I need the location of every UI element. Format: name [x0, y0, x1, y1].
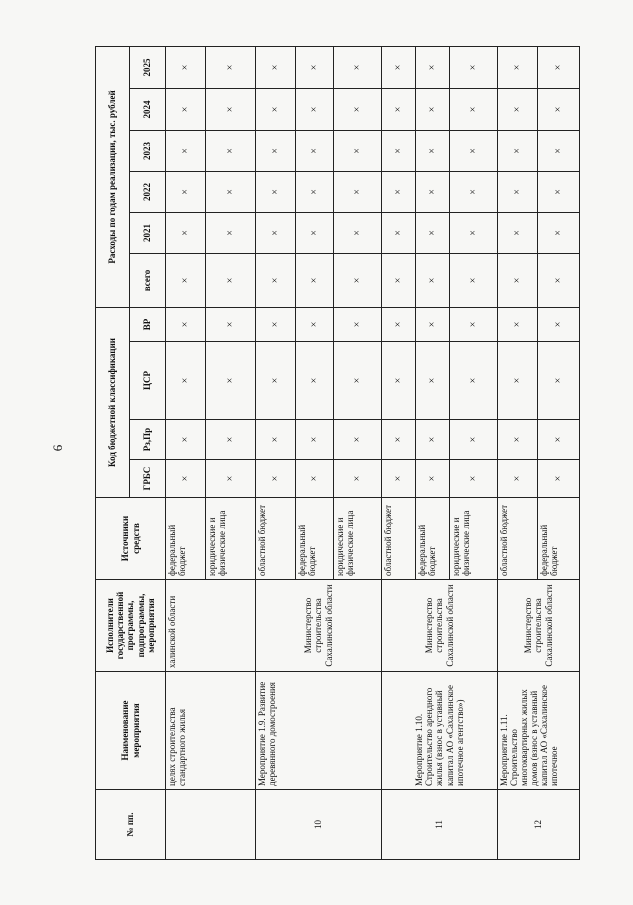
cross-mark: ×	[538, 130, 580, 171]
cross-mark: ×	[450, 88, 498, 130]
executor: Министерство строительства Сахалинской области	[382, 580, 498, 672]
cross-mark: ×	[296, 88, 334, 130]
cross-mark: ×	[416, 253, 450, 307]
cross-mark: ×	[450, 420, 498, 460]
cross-mark: ×	[296, 460, 334, 498]
cross-mark: ×	[450, 171, 498, 212]
cross-mark: ×	[256, 171, 296, 212]
cross-mark: ×	[334, 130, 382, 171]
funding-source: федеральный бюджет	[166, 498, 206, 580]
cross-mark: ×	[416, 307, 450, 341]
header-year-2024: 2024	[130, 88, 166, 130]
cross-mark: ×	[382, 253, 416, 307]
cross-mark: ×	[416, 171, 450, 212]
cross-mark: ×	[206, 46, 256, 88]
funding-source: федеральный бюджет	[296, 498, 334, 580]
cross-mark: ×	[206, 460, 256, 498]
activity-name: Мероприятие 1.11. Строительство многоквартирных жилых домов (взнос в уставный капитал АО «Сахалинское ипотечное	[498, 672, 580, 790]
cross-mark: ×	[382, 307, 416, 341]
cross-mark: ×	[382, 342, 416, 420]
cross-mark: ×	[450, 307, 498, 341]
cross-mark: ×	[382, 460, 416, 498]
cross-mark: ×	[296, 130, 334, 171]
cross-mark: ×	[256, 46, 296, 88]
cross-mark: ×	[296, 253, 334, 307]
cross-mark: ×	[498, 460, 538, 498]
activity-name: целях строительства стандартного жилья	[166, 672, 256, 790]
cross-mark: ×	[206, 420, 256, 460]
funding-source: юридические и физические лица	[334, 498, 382, 580]
cross-mark: ×	[334, 307, 382, 341]
cross-mark: ×	[498, 212, 538, 253]
header-budget-code: Код бюджетной классификации	[96, 307, 130, 497]
row-number: 11	[382, 790, 498, 860]
header-year-2025: 2025	[130, 46, 166, 88]
header-year-2022: 2022	[130, 171, 166, 212]
cross-mark: ×	[382, 212, 416, 253]
cross-mark: ×	[334, 253, 382, 307]
row-number	[166, 790, 256, 860]
cross-mark: ×	[206, 130, 256, 171]
cross-mark: ×	[382, 46, 416, 88]
cross-mark: ×	[498, 46, 538, 88]
cross-mark: ×	[416, 130, 450, 171]
cross-mark: ×	[296, 46, 334, 88]
header-grbs: ГРБС	[130, 460, 166, 498]
executor: халинской области	[166, 580, 256, 672]
cross-mark: ×	[166, 46, 206, 88]
cross-mark: ×	[450, 46, 498, 88]
cross-mark: ×	[166, 460, 206, 498]
header-vr: ВР	[130, 307, 166, 341]
cross-mark: ×	[538, 460, 580, 498]
executor: Министерство строительства Сахалинской области	[498, 580, 580, 672]
funding-source: федеральный бюджет	[416, 498, 450, 580]
activity-name: Мероприятие 1.10. Строительство арендного жилья (взнос в уставный капитал АО «Сахалинское ипотечное агентство»)	[382, 672, 498, 790]
cross-mark: ×	[166, 420, 206, 460]
table-row	[498, 46, 538, 859]
expenses-table	[95, 46, 580, 860]
cross-mark: ×	[166, 307, 206, 341]
header-year-2021: 2021	[130, 212, 166, 253]
cross-mark: ×	[206, 253, 256, 307]
cross-mark: ×	[256, 342, 296, 420]
cross-mark: ×	[416, 342, 450, 420]
header-expenses: Расходы по годам реализации, тыс. рублей	[96, 46, 130, 307]
cross-mark: ×	[334, 420, 382, 460]
cross-mark: ×	[498, 307, 538, 341]
cross-mark: ×	[166, 212, 206, 253]
cross-mark: ×	[498, 88, 538, 130]
table-row	[166, 46, 206, 859]
cross-mark: ×	[416, 420, 450, 460]
header-csr: ЦСР	[130, 342, 166, 420]
cross-mark: ×	[334, 88, 382, 130]
cross-mark: ×	[206, 342, 256, 420]
funding-source: областной бюджет	[256, 498, 296, 580]
cross-mark: ×	[256, 420, 296, 460]
funding-source: юридические и физические лица	[450, 498, 498, 580]
funding-source: юридические и физические лица	[206, 498, 256, 580]
cross-mark: ×	[450, 212, 498, 253]
cross-mark: ×	[498, 420, 538, 460]
cross-mark: ×	[538, 88, 580, 130]
header-num: № пп.	[96, 790, 166, 860]
header-total: всего	[130, 253, 166, 307]
cross-mark: ×	[416, 460, 450, 498]
cross-mark: ×	[256, 212, 296, 253]
cross-mark: ×	[206, 307, 256, 341]
cross-mark: ×	[416, 88, 450, 130]
table-body	[166, 46, 580, 859]
cross-mark: ×	[296, 342, 334, 420]
cross-mark: ×	[382, 420, 416, 460]
cross-mark: ×	[296, 307, 334, 341]
funding-source: федеральный бюджет	[538, 498, 580, 580]
cross-mark: ×	[538, 420, 580, 460]
cross-mark: ×	[166, 88, 206, 130]
cross-mark: ×	[296, 420, 334, 460]
cross-mark: ×	[206, 171, 256, 212]
page-number: 6	[50, 444, 65, 452]
cross-mark: ×	[538, 46, 580, 88]
cross-mark: ×	[166, 253, 206, 307]
cross-mark: ×	[538, 171, 580, 212]
cross-mark: ×	[382, 171, 416, 212]
funding-source: областной бюджет	[382, 498, 416, 580]
cross-mark: ×	[256, 307, 296, 341]
cross-mark: ×	[334, 46, 382, 88]
cross-mark: ×	[334, 342, 382, 420]
cross-mark: ×	[538, 342, 580, 420]
executor: Министерство строительства Сахалинской области	[256, 580, 382, 672]
cross-mark: ×	[450, 253, 498, 307]
cross-mark: ×	[166, 171, 206, 212]
row-number: 10	[256, 790, 382, 860]
cross-mark: ×	[334, 460, 382, 498]
cross-mark: ×	[416, 46, 450, 88]
header-name: Наименование мероприятия	[96, 672, 166, 790]
cross-mark: ×	[538, 307, 580, 341]
header-year-2023: 2023	[130, 130, 166, 171]
cross-mark: ×	[256, 88, 296, 130]
header-rzpr: Рз,Пр	[130, 420, 166, 460]
table-row	[382, 46, 416, 859]
cross-mark: ×	[166, 130, 206, 171]
cross-mark: ×	[498, 253, 538, 307]
cross-mark: ×	[206, 212, 256, 253]
funding-source: областной бюджет	[498, 498, 538, 580]
cross-mark: ×	[450, 460, 498, 498]
row-number: 12	[498, 790, 580, 860]
header-executor: Исполнители государственной программы, подпрограммы, мероприятия	[96, 580, 166, 672]
activity-name: Мероприятие 1.9. Развитие деревянного домостроения	[256, 672, 382, 790]
cross-mark: ×	[498, 342, 538, 420]
header-source: Источники средств	[96, 498, 166, 580]
cross-mark: ×	[416, 212, 450, 253]
cross-mark: ×	[498, 130, 538, 171]
cross-mark: ×	[206, 88, 256, 130]
cross-mark: ×	[450, 130, 498, 171]
cross-mark: ×	[296, 212, 334, 253]
cross-mark: ×	[382, 88, 416, 130]
cross-mark: ×	[334, 212, 382, 253]
cross-mark: ×	[450, 342, 498, 420]
cross-mark: ×	[256, 460, 296, 498]
cross-mark: ×	[256, 253, 296, 307]
cross-mark: ×	[538, 253, 580, 307]
cross-mark: ×	[382, 130, 416, 171]
rotated-page	[95, 47, 564, 860]
cross-mark: ×	[296, 171, 334, 212]
cross-mark: ×	[256, 130, 296, 171]
cross-mark: ×	[538, 212, 580, 253]
table-row	[256, 46, 296, 859]
cross-mark: ×	[498, 171, 538, 212]
cross-mark: ×	[334, 171, 382, 212]
cross-mark: ×	[166, 342, 206, 420]
